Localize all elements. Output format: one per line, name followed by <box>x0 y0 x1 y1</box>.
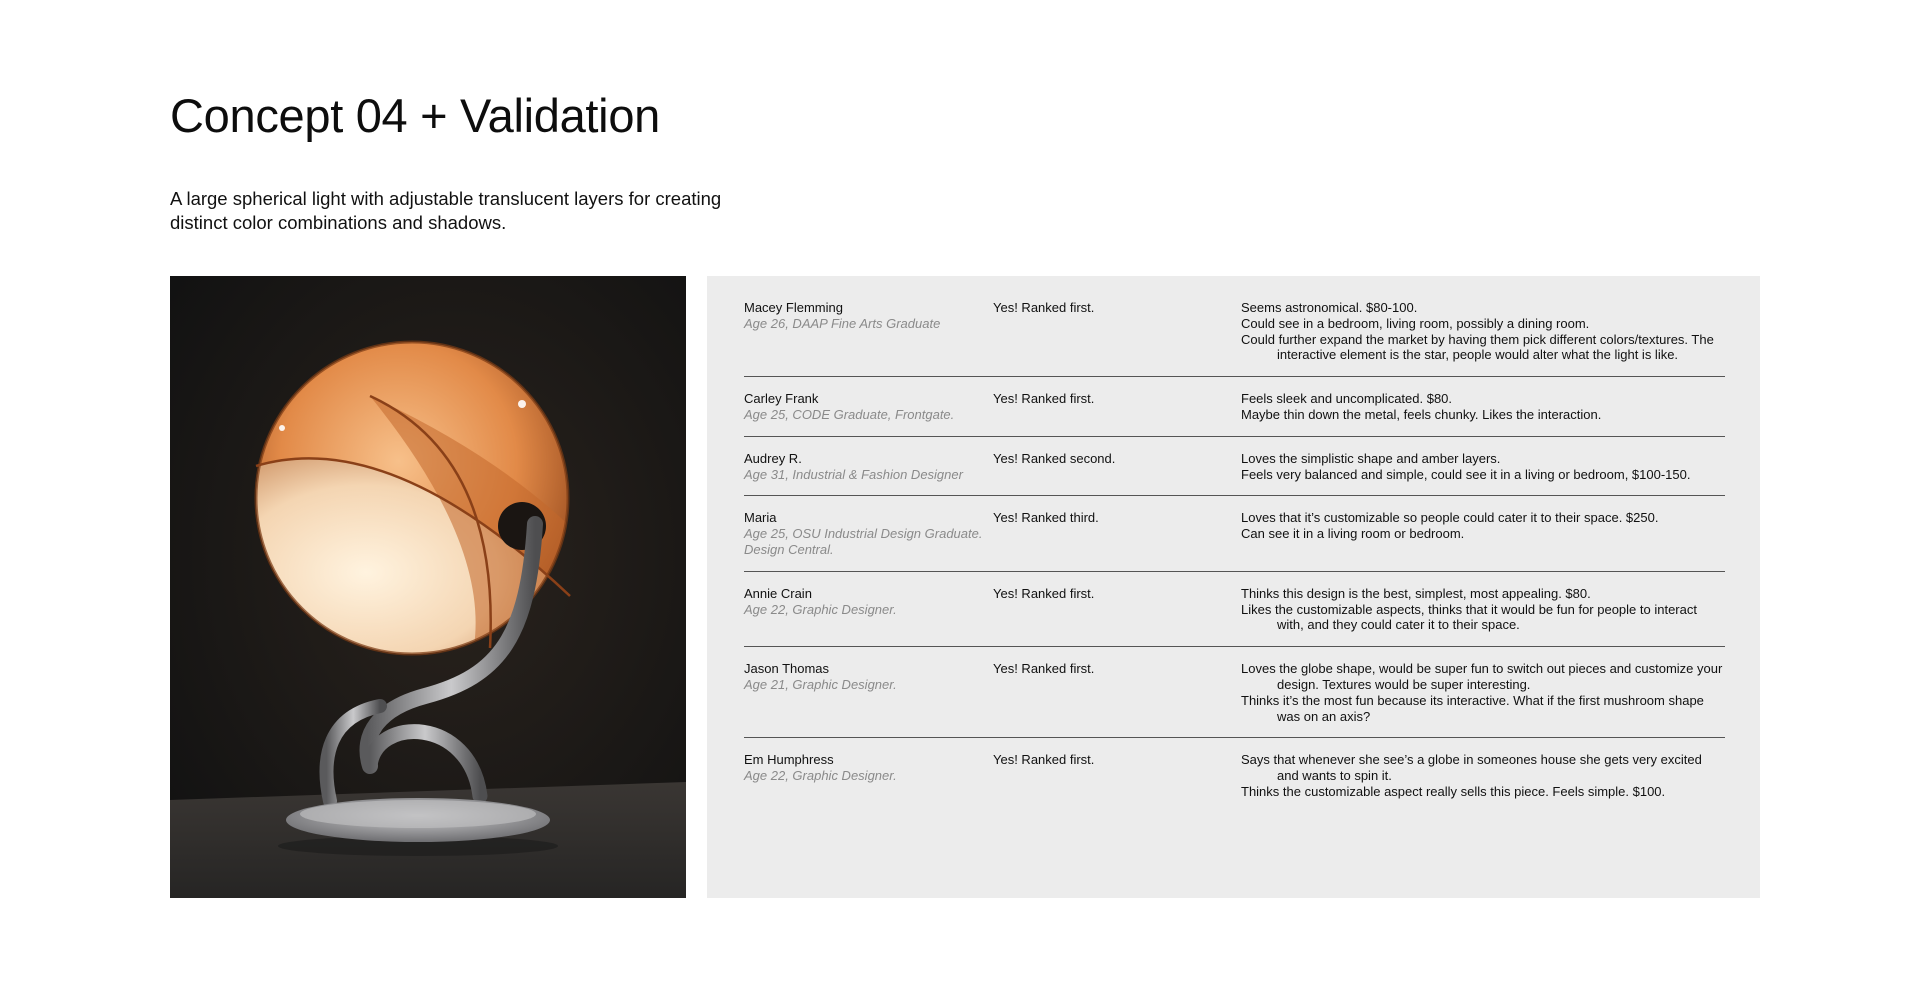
lamp-photo <box>170 276 686 898</box>
feedback-note: Maybe thin down the metal, feels chunky. Likes the interaction. <box>1241 406 1602 422</box>
notes-cell <box>1241 586 1725 633</box>
participant-cell <box>744 451 993 483</box>
participant-info: Age 22, Graphic Designer. <box>744 768 897 784</box>
participant-name: Em Humphress <box>744 752 834 768</box>
notes-cell <box>1241 752 1725 799</box>
participant-info: Age 25, OSU Industrial Design Graduate. Design Central. <box>744 526 983 557</box>
participant-cell <box>744 510 993 557</box>
ranking-cell: Yes! Ranked first. <box>993 752 1095 768</box>
feedback-note: Feels sleek and uncomplicated. $80. <box>1241 391 1453 407</box>
feedback-row <box>744 752 1725 812</box>
feedback-note: Loves the globe shape, would be super fun to switch out pieces and customize your design. Textures would be super interesting. <box>1241 661 1723 692</box>
feedback-row <box>744 300 1725 377</box>
participant-info: Age 31, Industrial & Fashion Designer <box>744 466 963 482</box>
feedback-note: Could further expand the market by having them pick different colors/textures. The interactive element is the star, people would alter what the light is like. <box>1241 331 1714 363</box>
participant-name: Carley Frank <box>744 391 819 407</box>
page-title: Concept 04 + Validation <box>170 89 660 142</box>
participant-info: Age 25, CODE Graduate, Frontgate. <box>744 406 955 422</box>
feedback-note: Says that whenever she see’s a globe in someones house she gets very excited and wants to spin it. <box>1241 752 1702 784</box>
notes-cell <box>1241 510 1725 557</box>
feedback-row <box>744 510 1725 571</box>
feedback-note: Thinks it’s the most fun because its interactive. What if the first mushroom shape was on an axis? <box>1241 692 1704 724</box>
feedback-note: Thinks the customizable aspect really sells this piece. Feels simple. $100. <box>1241 783 1666 799</box>
feedback-note: Can see it in a living room or bedroom. <box>1241 526 1465 542</box>
feedback-note: Feels very balanced and simple, could see it in a living or bedroom, $100-150. <box>1241 466 1691 482</box>
feedback-note: Loves the simplistic shape and amber layers. <box>1241 450 1501 466</box>
validation-panel <box>707 276 1760 898</box>
feedback-note: Loves that it’s customizable so people could cater it to their space. $250. <box>1241 510 1659 526</box>
feedback-row <box>744 391 1725 437</box>
ranking-cell: Yes! Ranked second. <box>993 450 1116 466</box>
feedback-note: Thinks this design is the best, simplest, most appealing. $80. <box>1241 585 1591 601</box>
participant-info: Age 26, DAAP Fine Arts Graduate <box>744 315 941 331</box>
feedback-row <box>744 586 1725 647</box>
participant-info: Age 21, Graphic Designer. <box>744 676 897 692</box>
participant-cell <box>744 391 993 423</box>
concept-description: A large spherical light with adjustable translucent layers for creating distinct color combinations and shadows. <box>170 188 722 233</box>
participant-name: Macey Flemming <box>744 300 843 315</box>
feedback-row <box>744 451 1725 497</box>
participant-cell <box>744 586 993 633</box>
participant-info: Age 22, Graphic Designer. <box>744 601 897 617</box>
notes-cell <box>1241 391 1725 423</box>
ranking-cell: Yes! Ranked first. <box>993 391 1095 407</box>
ranking-cell: Yes! Ranked first. <box>993 661 1095 677</box>
feedback-note: Seems astronomical. $80-100. <box>1241 300 1418 315</box>
feedback-note: Likes the customizable aspects, thinks that it would be fun for people to interact with, and they could cater it to their space. <box>1241 601 1697 633</box>
notes-cell <box>1241 300 1725 363</box>
ranking-cell: Yes! Ranked first. <box>993 585 1095 601</box>
feedback-note: Could see in a bedroom, living room, possibly a dining room. <box>1241 315 1590 331</box>
spherical-lamp-illustration <box>170 276 686 898</box>
participant-name: Audrey R. <box>744 450 802 466</box>
ranking-cell: Yes! Ranked first. <box>993 300 1095 315</box>
participant-name: Annie Crain <box>744 585 812 601</box>
feedback-list <box>744 300 1725 827</box>
participant-name: Maria <box>744 510 777 526</box>
notes-cell <box>1241 451 1725 483</box>
participant-name: Jason Thomas <box>744 661 830 677</box>
feedback-row <box>744 661 1725 738</box>
participant-cell <box>744 752 993 799</box>
participant-cell <box>744 661 993 724</box>
notes-cell <box>1241 661 1725 724</box>
participant-cell <box>744 300 993 363</box>
ranking-cell: Yes! Ranked third. <box>993 510 1099 526</box>
